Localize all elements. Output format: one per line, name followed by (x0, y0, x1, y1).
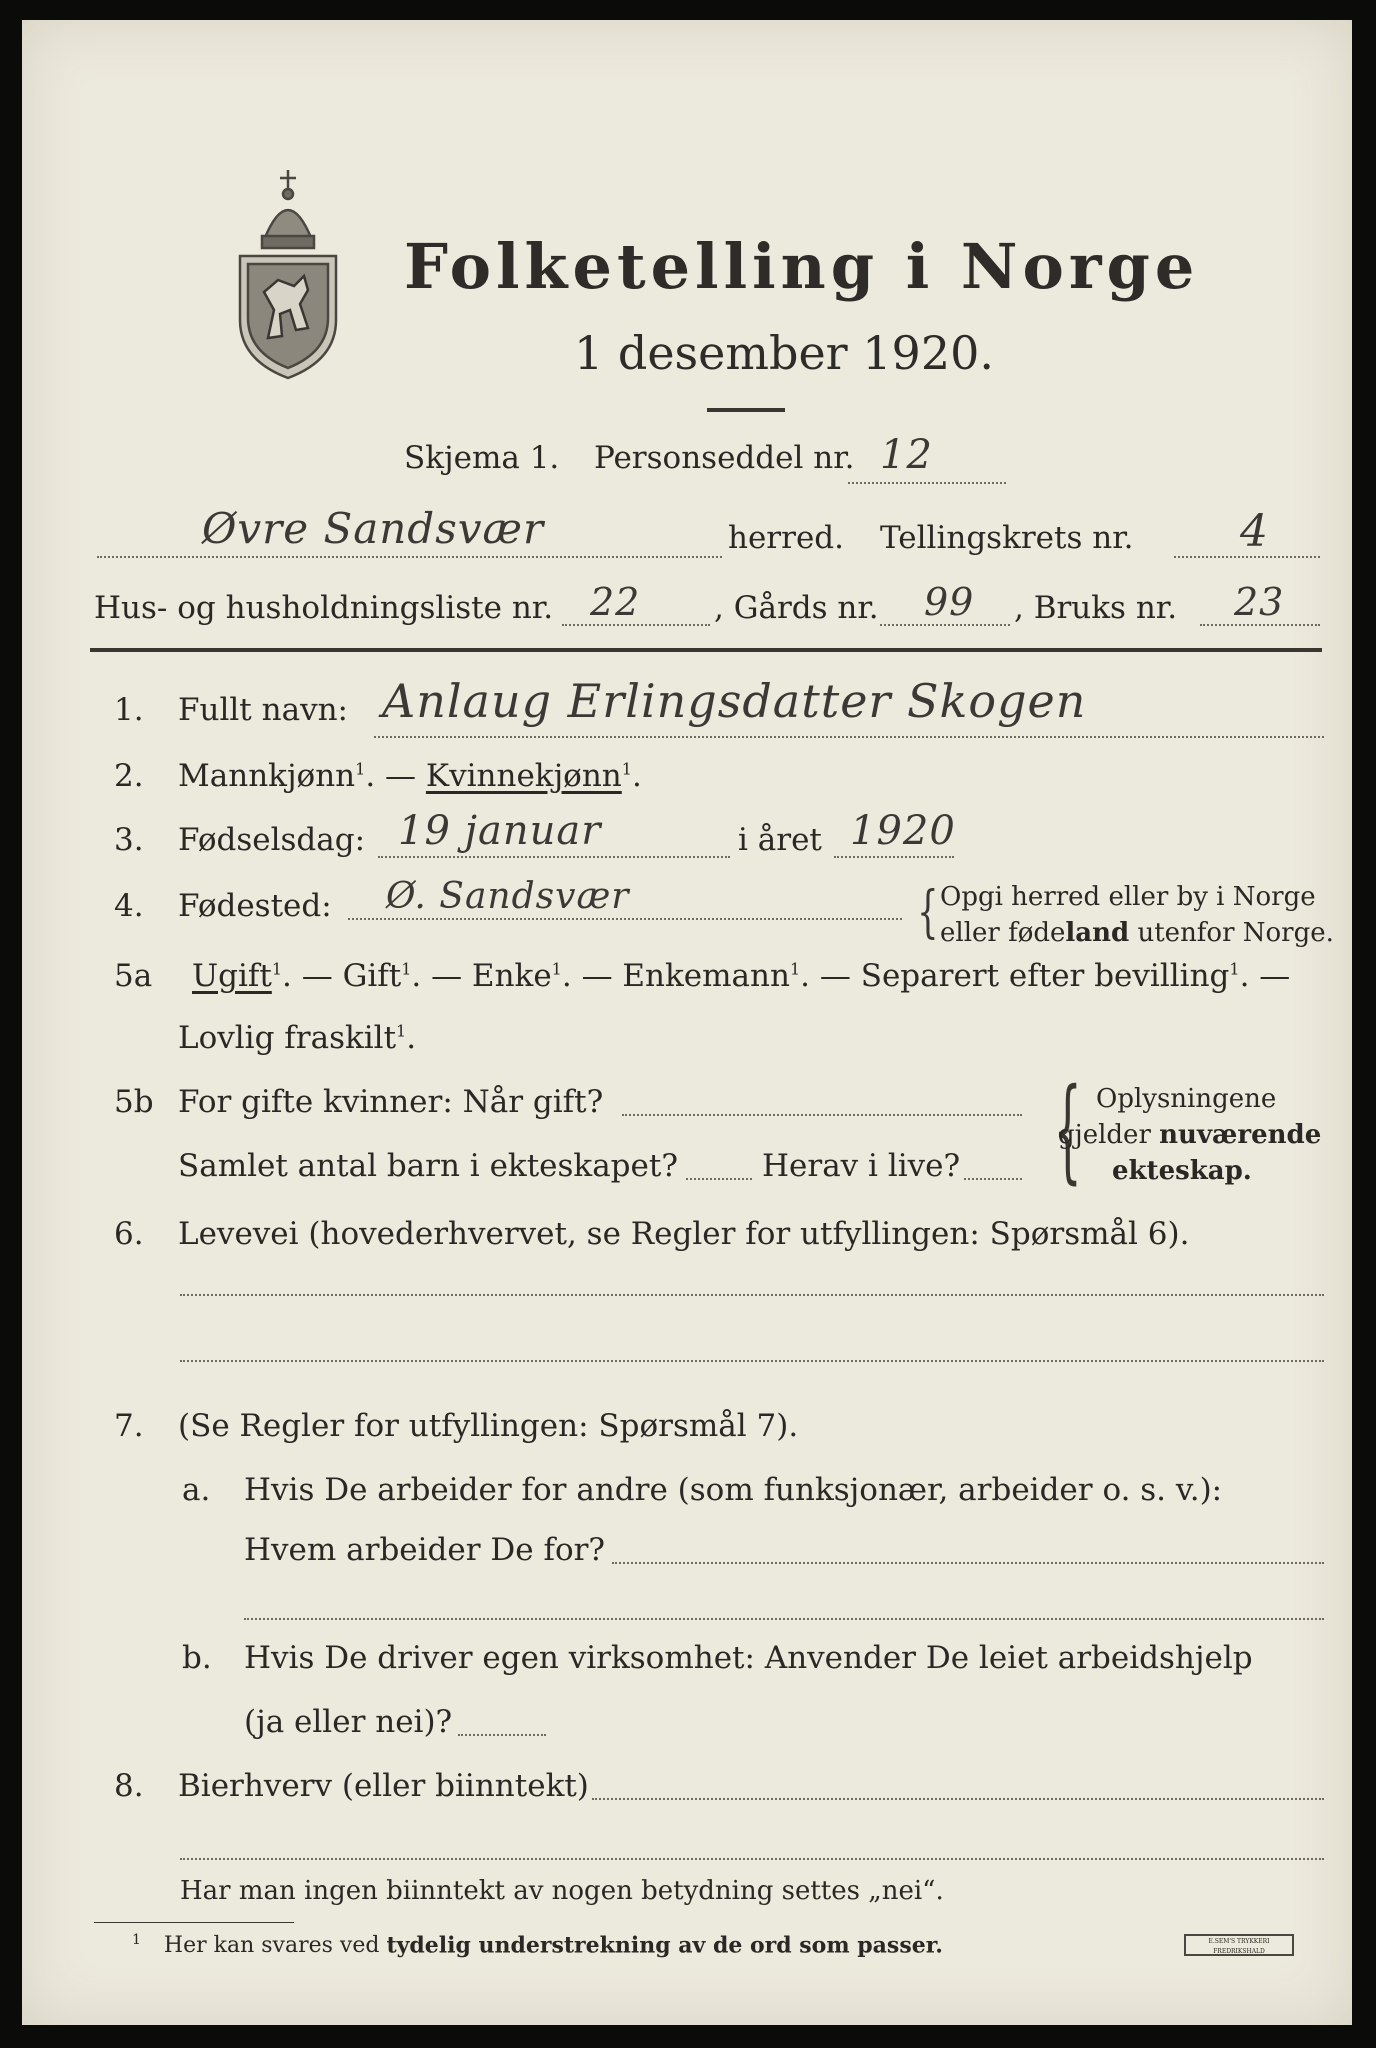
personseddel-line (848, 482, 1006, 484)
q5b-note2-text: gjelder (1058, 1120, 1160, 1150)
q5b-married-when: For gifte kvinner: Når gift? (178, 1084, 604, 1120)
q5b-children-total: Samlet antal barn i ekteskapet? (178, 1148, 678, 1184)
q3-aret-label: i året (738, 822, 822, 858)
q1-full-name-value: Anlaug Erlingsdatter Skogen (382, 674, 1087, 728)
q1-label: Fullt navn: (178, 692, 348, 728)
q8-line2 (180, 1858, 1324, 1860)
q2-sex-options (178, 758, 642, 794)
hus-line (562, 624, 710, 626)
q8-number: 8. (114, 1768, 144, 1804)
q2-mann-option: Mannkjønn (178, 758, 356, 794)
q8-label: Bierhverv (eller biinntekt) (178, 1768, 589, 1804)
q5b-note1: Oplysningene (1096, 1084, 1277, 1114)
q5a-sup-1: 1 (271, 959, 283, 979)
q5a-enkemann: . — Enkemann (561, 958, 790, 994)
q7b-question: (ja eller nei)? (244, 1704, 453, 1740)
q4-number: 4. (114, 888, 144, 924)
q5a-enke: . — Enke (411, 958, 552, 994)
printer-stamp-text: E.SEM'S TRYKKERI FREDRIKSHALD (1208, 1938, 1270, 1955)
tellingskrets-label: Tellingskrets nr. (880, 520, 1134, 556)
personseddel-value: 12 (880, 432, 933, 478)
q4-line (348, 918, 902, 920)
footnote-marker: 1 (132, 1932, 141, 1948)
q5a-sup-3: 1 (551, 959, 562, 979)
footnote-bold-text: tydelig understrekning av de ord som passer. (386, 1932, 943, 1959)
q5a-sup-6: 1 (396, 1021, 407, 1041)
hus-value: 22 (590, 580, 641, 624)
q3-year-value: 1920 (850, 808, 956, 854)
q3-year-line (834, 856, 954, 858)
q5a-sup-2: 1 (401, 959, 412, 979)
q7a-line2 (244, 1618, 1324, 1620)
q2-number: 2. (114, 758, 144, 794)
q5b-brace: { (1053, 1065, 1082, 1195)
q5a-sup-4: 1 (789, 959, 801, 979)
q4-birthplace-value: Ø. Sandsvær (386, 876, 630, 917)
q1-number: 1. (114, 692, 144, 728)
gards-value: 99 (924, 580, 975, 624)
q4-note-text: eller føde (940, 918, 1066, 948)
q5b-line3 (964, 1178, 1022, 1180)
q1-line (374, 736, 1324, 738)
q4-note-bold: land (1065, 918, 1130, 948)
q2-footnote-ref-2: 1 (621, 759, 632, 779)
tellingskrets-value: 4 (1240, 506, 1269, 557)
title-rule (707, 408, 785, 412)
gards-label: , Gårds nr. (714, 590, 879, 626)
census-form-page (22, 20, 1352, 2025)
q5b-children-alive: Herav i live? (762, 1148, 961, 1184)
q5b-note2 (1058, 1120, 1321, 1150)
tellingskrets-line (1174, 556, 1320, 558)
footnote-text: Her kan svares ved (163, 1933, 387, 1959)
q8-line1 (592, 1798, 1324, 1800)
q2-end: . (631, 758, 642, 794)
q5a-gift: . — Gift (282, 958, 402, 994)
q6-label: Levevei (hovederhvervet, se Regler for utfyllingen: Spørsmål 6). (178, 1216, 1190, 1252)
personseddel-label: Personseddel nr. (594, 440, 855, 476)
gards-line (880, 624, 1010, 626)
q3-number: 3. (114, 822, 144, 858)
census-date: 1 desember 1920. (574, 326, 994, 380)
herred-label: herred. (728, 520, 844, 556)
q3-label: Fødselsdag: (178, 822, 366, 858)
q4-note-tail: utenfor Norge. (1129, 918, 1334, 948)
skjema-label: Skjema 1. (404, 440, 560, 476)
herred-line (97, 556, 722, 558)
footnote-rule (94, 1922, 294, 1923)
q7-number: 7. (114, 1408, 144, 1444)
q2-separator: . — (365, 758, 417, 794)
bruks-value: 23 (1234, 580, 1285, 624)
q5b-note3: ekteskap. (1112, 1156, 1252, 1186)
q2-kvinne-option-underlined: Kvinnekjønn (425, 758, 622, 794)
q6-line1 (180, 1294, 1324, 1296)
q4-note-line2 (940, 918, 1334, 948)
q4-brace: { (917, 880, 939, 945)
bruks-label: , Bruks nr. (1014, 590, 1178, 626)
q7a-letter: a. (182, 1472, 211, 1508)
q3-line (378, 856, 730, 858)
q2-footnote-ref-1: 1 (355, 759, 366, 779)
nei-instruction: Har man ingen biinntekt av nogen betydning settes „nei“. (180, 1876, 944, 1906)
q5a-dash: . — (1239, 958, 1291, 994)
q5a-line2-end: . (406, 1020, 417, 1056)
norwegian-coat-of-arms-icon (234, 160, 342, 382)
q3-birthday-value: 19 januar (398, 808, 602, 854)
q5a-ugift-underlined: Ugift (192, 958, 272, 994)
q7a-line1 (612, 1562, 1324, 1564)
q5a-line2 (178, 1020, 416, 1056)
herred-value: Øvre Sandsvær (202, 504, 545, 553)
q6-number: 6. (114, 1216, 144, 1252)
q6-line2 (180, 1360, 1324, 1362)
q5a-fraskilt: Lovlig fraskilt (178, 1020, 397, 1056)
q7b-line (458, 1734, 546, 1736)
q4-note-line1: Opgi herred eller by i Norge (940, 882, 1316, 912)
q5b-number: 5b (114, 1084, 154, 1120)
q5a-number: 5a (114, 958, 153, 994)
q7a-text: Hvis De arbeider for andre (som funksjonær, arbeider o. s. v.): (244, 1472, 1223, 1508)
q5a-marital-options (192, 958, 1290, 994)
q5a-separert: . — Separert efter bevilling (800, 958, 1230, 994)
q7b-text: Hvis De driver egen virksomhet: Anvender De leiet arbeidshjelp (244, 1640, 1253, 1676)
form-title: Folketelling i Norge (404, 230, 1200, 303)
printer-stamp (1184, 1934, 1294, 1956)
q5a-sup-5: 1 (1229, 959, 1240, 979)
q7a-question: Hvem arbeider De for? (244, 1532, 606, 1568)
q7-label: (Se Regler for utfyllingen: Spørsmål 7). (178, 1408, 799, 1444)
hus-label: Hus- og husholdningsliste nr. (94, 590, 554, 626)
q7b-letter: b. (182, 1640, 212, 1676)
q5b-line2 (686, 1178, 752, 1180)
footnote (132, 1932, 943, 1958)
q5b-note2-bold: nuværende (1159, 1120, 1322, 1150)
q4-label: Fødested: (178, 888, 332, 924)
bruks-line (1200, 624, 1320, 626)
header-divider (90, 648, 1322, 652)
q5b-line1 (622, 1114, 1022, 1116)
